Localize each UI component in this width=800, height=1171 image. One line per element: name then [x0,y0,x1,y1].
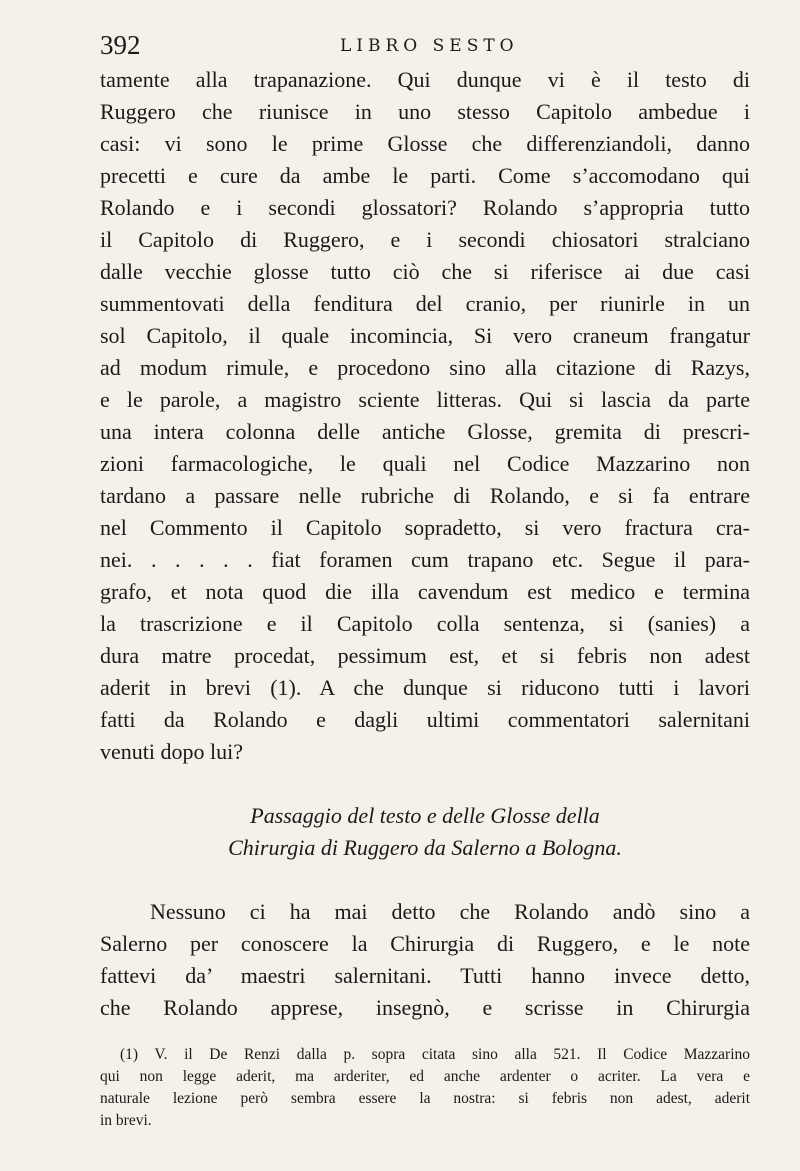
running-head: LIBRO SESTO [340,36,519,56]
footnote-line: qui non legge aderit, ma arderiter, ed anche ardenter o acriter. La vera e [100,1068,750,1085]
text-line: Nessuno ci ha mai detto che Rolando andò sino a [150,899,750,924]
text-line: sol Capitolo, il quale incomincia, Si vero craneum frangatur [100,323,750,348]
text-line: che Rolando apprese, insegnò, e scrisse in Chirurgia [100,995,750,1020]
text-line: zioni farmacologiche, le quali nel Codice Mazzarino non [100,451,750,476]
text-line: ad modum rimule, e procedono sino alla citazione di Razys, [100,355,750,380]
text-line: il Capitolo di Ruggero, e i secondi chiosatori stralciano [100,227,750,252]
footnote-line: (1) V. il De Renzi dalla p. sopra citata sino alla 521. Il Codice Mazzarino [120,1046,750,1063]
text-line: Ruggero che riunisce in uno stesso Capitolo ambedue i [100,99,750,124]
footnotes [100,1044,750,1132]
text-line: aderit in brevi (1). A che dunque si riducono tutti i lavori [100,675,750,700]
text-line: grafo, et nota quod die illa cavendum est medico e termina [100,579,750,604]
text-line: tamente alla trapanazione. Qui dunque vi è il testo di [100,67,750,92]
section-heading-line: Chirurgia di Ruggero da Salerno a Bologna. [228,835,622,860]
text-line: fattevi da’ maestri salernitani. Tutti hanno invece detto, [100,963,750,988]
text-line: nei. . . . . . fiat foramen cum trapano etc. Segue il para- [100,547,750,572]
text-line: Rolando e i secondi glossatori? Rolando s’appropria tutto [100,195,750,220]
body-text [100,64,750,1024]
text-line: casi: vi sono le prime Glosse che differenziandoli, danno [100,131,750,156]
text-line: precetti e cure da ambe le parti. Come s’accomodano qui [100,163,750,188]
footnote-line: in brevi. [100,1112,152,1129]
text-line: tardano a passare nelle rubriche di Rolando, e si fa entrare [100,483,750,508]
text-line: nel Commento il Capitolo sopradetto, si vero fractura cra- [100,515,750,540]
text-line: venuti dopo lui? [100,739,243,764]
page-header [100,30,750,66]
section-heading-line: Passaggio del testo e delle Glosse della [250,803,600,828]
text-line: fatti da Rolando e dagli ultimi commentatori salernitani [100,707,750,732]
text-line: la trascrizione e il Capitolo colla sentenza, si (sanies) a [100,611,750,636]
page-number: 392 [100,30,141,60]
text-line: Salerno per conoscere la Chirurgia di Ruggero, e le note [100,931,750,956]
text-line: e le parole, a magistro sciente litteras. Qui si lascia da parte [100,387,750,412]
text-line: dura matre procedat, pessimum est, et si febris non adest [100,643,750,668]
text-line: una intera colonna delle antiche Glosse, gremita di prescri- [100,419,750,444]
footnote-line: naturale lezione però sembra essere la nostra: si febris non adest, aderit [100,1090,750,1107]
text-line: summentovati della fenditura del cranio, per riunirle in un [100,291,750,316]
text-line: dalle vecchie glosse tutto ciò che si riferisce ai due casi [100,259,750,284]
